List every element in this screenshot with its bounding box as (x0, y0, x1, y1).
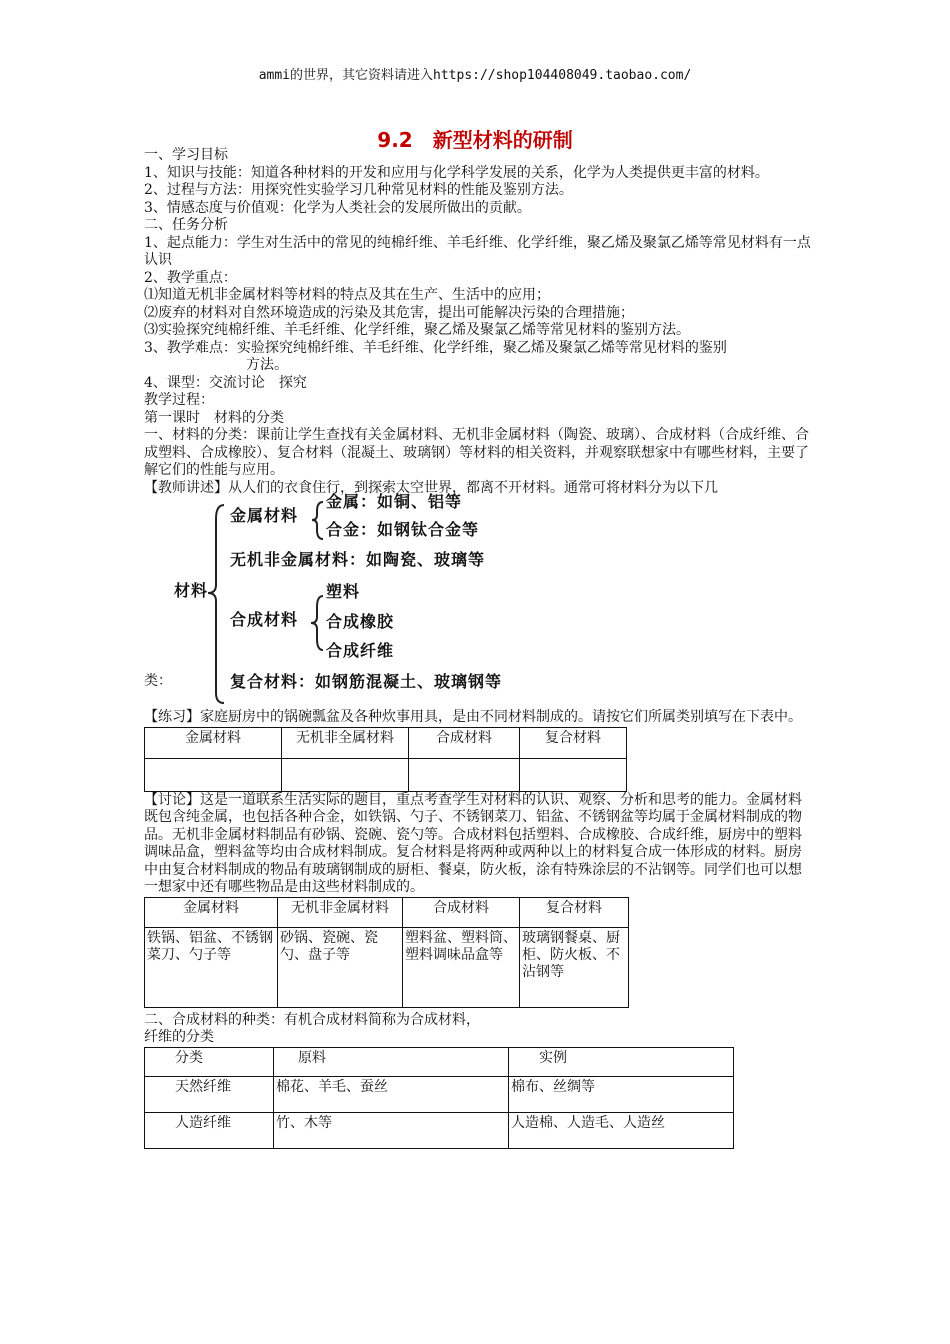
paragraph: 4、课型：交流讨论 探究 (144, 374, 307, 391)
table-cell: 人造棉、人造毛、人造丝 (509, 1112, 734, 1148)
table-cell (145, 758, 282, 791)
table-cell (282, 758, 409, 791)
table-cell: 塑料盆、塑料筒、塑料调味品盒等 (403, 927, 520, 1007)
paragraph: 2、过程与方法：用探究性实验学习几种常见材料的性能及鉴别方法。 (144, 182, 573, 198)
table-header-cell: 金属材料 (145, 897, 278, 927)
table-header-cell: 合成材料 (403, 897, 520, 927)
paragraph: 1、知识与技能：知道各种材料的开发和应用与化学科学发展的关系，化学为人类提供更丰富的材料。 (144, 164, 769, 181)
table-cell: 棉布、丝绸等 (509, 1076, 734, 1112)
paragraph: 3、情感态度与价值观：化学为人类社会的发展所做出的贡献。 (144, 199, 531, 216)
paragraph: 【教师讲述】从人们的衣食住行，到探索太空世界，都离不开材料。通常可将材料分为以下几 (144, 479, 718, 496)
table-cell: 棉花、羊毛、蚕丝 (274, 1076, 509, 1112)
page-title: 9.2 新型材料的研制 (377, 128, 573, 152)
synthetic-brace (311, 596, 323, 650)
paragraph: ⑶实验探究纯棉纤维、羊毛纤维、化学纤维，聚乙烯及聚氯乙烯等常见材料的鉴别方法。 (144, 322, 690, 338)
diagram-suffix: 类： (144, 673, 172, 689)
table-cell: 铁锅、铝盆、不锈钢菜刀、勺子等 (145, 927, 278, 1007)
main-brace (208, 505, 224, 703)
paragraph: 方法。 (246, 357, 288, 373)
paragraph: 1、起点能力：学生对生活中的常见的纯棉纤维、羊毛纤维、化学纤维，聚乙烯及聚氯乙烯等常见材料有一点认识 (144, 234, 811, 268)
table-cell: 玻璃钢餐桌、厨柜、防火板、不沾钢等 (520, 927, 629, 1007)
inorganic-material: 无机非金属材料：如陶瓷、玻璃等 (230, 550, 486, 569)
composite-material: 复合材料：如钢筋混凝土、玻璃钢等 (230, 672, 503, 691)
table-header-cell: 原料 (274, 1047, 509, 1076)
table-header-cell: 实例 (509, 1047, 734, 1076)
synthetic-rubber: 合成橡胶 (326, 612, 395, 631)
paragraph: 【讨论】这是一道联系生活实际的题目，重点考查学生对材料的认识、观察、分析和思考的能力。金属材料既包含纯金属，也包括各种合金，如铁锅、勺子、不锈钢菜刀、铝盆、不锈钢盆等均属于金属材料制成的物品。无机非金属材料制品有砂锅、瓷碗、瓷勺等。合成材料包括塑料、合成橡胶、合成纤维，厨房中的塑料调味品盒，塑料盆等均由合成材料制成。复合材料是将两种或两种以上的材料复合成一体形成的材料。厨房中由复合材料制成的物品有玻璃钢制成的厨柜、餐桌，防火板，涂有特殊涂层的不沾钢等。同学们也可以想一想家中还有哪些物品是由这些材料制成的。 (144, 791, 802, 895)
paragraph: ⑵废弃的材料对自然环境造成的污染及其危害，提出可能解决污染的合理措施； (144, 304, 634, 321)
table-header-cell: 分类 (145, 1047, 274, 1076)
table-cell: 人造纤维 (145, 1112, 274, 1148)
practice-table (144, 727, 627, 792)
table-cell: 天然纤维 (145, 1076, 274, 1112)
paragraph: 纤维的分类 (144, 1029, 214, 1045)
material-classification-diagram (144, 492, 814, 709)
metal-material: 金属材料 (230, 506, 299, 525)
table-header-cell: 合成材料 (409, 727, 520, 758)
paragraph: 一、材料的分类：课前让学生查找有关金属材料、无机非金属材料（陶瓷、玻璃）、合成材料（合成纤维、合成塑料、合成橡胶）、复合材料（混凝土、玻璃钢）等材料的相关资料，并观察联想家中有哪些材料，主要了解它们的性能与应用。 (144, 427, 809, 478)
section-heading: 一、学习目标 (144, 147, 228, 163)
synthetic-plastic: 塑料 (326, 582, 361, 601)
table-cell (520, 758, 627, 791)
paragraph: 教学过程： (144, 392, 214, 408)
document-body (144, 147, 814, 1149)
table-header-cell: 金属材料 (145, 727, 282, 758)
metal-brace (312, 502, 323, 539)
synthetic-material: 合成材料 (230, 610, 299, 629)
table-cell (409, 758, 520, 791)
section-heading: 二、合成材料的种类：有机合成材料简称为合成材料， (144, 1011, 480, 1028)
table-cell: 竹、木等 (274, 1112, 509, 1148)
metal-pure: 金属：如铜、铝等 (326, 492, 463, 511)
paragraph: 2、教学重点： (144, 269, 237, 286)
paragraph: 【练习】家庭厨房中的锅碗瓢盆及各种炊事用具，是由不同材料制成的。请按它们所属类别填写在下表中。 (144, 709, 802, 725)
synthetic-fiber: 合成纤维 (326, 641, 395, 660)
paragraph: 3、教学难点：实验探究纯棉纤维、羊毛纤维、化学纤维，聚乙烯及聚氯乙烯等常见材料的鉴别 (144, 339, 727, 356)
fiber-table (144, 1047, 734, 1149)
page-header: ammi的世界，其它资料请进入https://shop104408049.taobao.com/ (258, 68, 692, 83)
table-header-cell: 无机非金属材料 (278, 897, 403, 927)
metal-alloy: 合金：如钢钛合金等 (326, 520, 480, 539)
table-cell: 砂锅、瓷碗、瓷勺、盘子等 (278, 927, 403, 1007)
paragraph: ⑴知道无机非金属材料等材料的特点及其在生产、生活中的应用； (144, 287, 550, 303)
table-header-cell: 无机非全属材料 (282, 727, 409, 758)
answer-table (144, 897, 629, 1008)
table-header-cell: 复合材料 (520, 897, 629, 927)
diagram-root: 材料 (174, 581, 209, 600)
table-header-cell: 复合材料 (520, 727, 627, 758)
section-heading: 二、任务分析 (144, 217, 228, 233)
paragraph: 第一课时 材料的分类 (144, 409, 284, 426)
